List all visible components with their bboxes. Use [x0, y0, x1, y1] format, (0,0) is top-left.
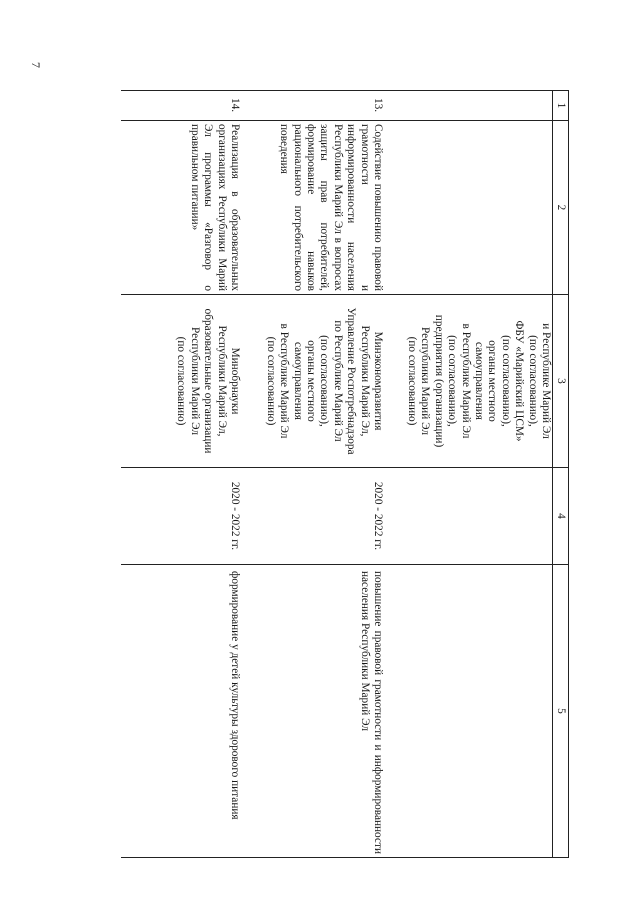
executor-line: и Республике Марий Эл	[540, 323, 552, 439]
executor-line: Республики Марий Эл	[419, 326, 432, 436]
cell-number: 14.	[121, 91, 249, 121]
column-number-header-row	[553, 91, 569, 858]
cell-activity: Реализация в образовательных организациях Республики Марий Эл программы «Разговор о правильном питании»	[121, 121, 249, 295]
executor-line: образовательные организации	[202, 308, 215, 454]
cell-executors	[392, 295, 553, 468]
cell-period: 2020 - 2022 гг.	[249, 468, 392, 565]
executor-line: самоуправления	[472, 341, 485, 420]
executor-line: Республики Марий Эл	[188, 326, 201, 436]
executor-line: по Республике Марий Эл	[331, 320, 344, 442]
executor-line: самоуправления	[291, 341, 304, 420]
column-header-4: 4	[553, 468, 569, 565]
table-row-14	[121, 91, 249, 858]
executor-line: (по согласованию),	[499, 335, 512, 427]
executor-line: Республики Марий Эл,	[215, 325, 228, 437]
executor-line: (по согласованию),	[446, 335, 459, 427]
cell-result: повышение правовой грамотности и информированности населения Республики Марий Эл	[249, 565, 392, 858]
executor-line: органы местного	[304, 340, 317, 422]
executor-line: Республики Марий Эл,	[358, 325, 371, 437]
executor-line: в Республике Марий Эл	[278, 323, 291, 439]
executor-line: (по согласованию)	[264, 336, 277, 426]
executor-line: (по согласованию),	[526, 335, 539, 427]
column-header-2: 2	[553, 121, 569, 295]
executor-line: (по согласованию),	[318, 335, 331, 427]
executor-line: (по согласованию)	[175, 336, 188, 426]
rotated-page-content	[109, 90, 569, 857]
cell-number: 13.	[249, 91, 392, 121]
cell-period	[392, 468, 553, 565]
executor-line: Минобрнауки	[229, 347, 241, 415]
page-number: 7	[29, 62, 43, 68]
executor-line: в Республике Марий Эл	[459, 323, 472, 439]
cell-number	[392, 91, 553, 121]
table-row-13	[249, 91, 392, 858]
cell-activity	[392, 121, 553, 295]
column-header-1: 1	[553, 91, 569, 121]
column-header-3: 3	[553, 295, 569, 468]
cell-executors	[249, 295, 392, 468]
cell-period: 2020 - 2022 гг.	[121, 468, 249, 565]
cell-result	[392, 565, 553, 858]
table-row-continuation	[392, 91, 553, 858]
executor-line: органы местного	[486, 340, 499, 422]
cell-activity: Содействие повышению правовой грамотности и информированности населения Республики Марий Эл в вопросах защиты прав потребителей, формирование навыков рационального потребительского поведения	[249, 121, 392, 295]
executor-line: (по согласованию)	[405, 336, 418, 426]
column-header-5: 5	[553, 565, 569, 858]
executor-line: ФБУ «Марийский ЦСМ»	[513, 320, 526, 442]
executor-line: предприятия (организации)	[432, 314, 445, 448]
executor-line: Минэкономразвития	[372, 331, 384, 431]
measures-table	[121, 90, 569, 858]
cell-executors	[121, 295, 249, 468]
executor-line: Управление Роспотребнадзора	[345, 307, 358, 455]
cell-result: формирование у детей культуры здорового питания	[121, 565, 249, 858]
